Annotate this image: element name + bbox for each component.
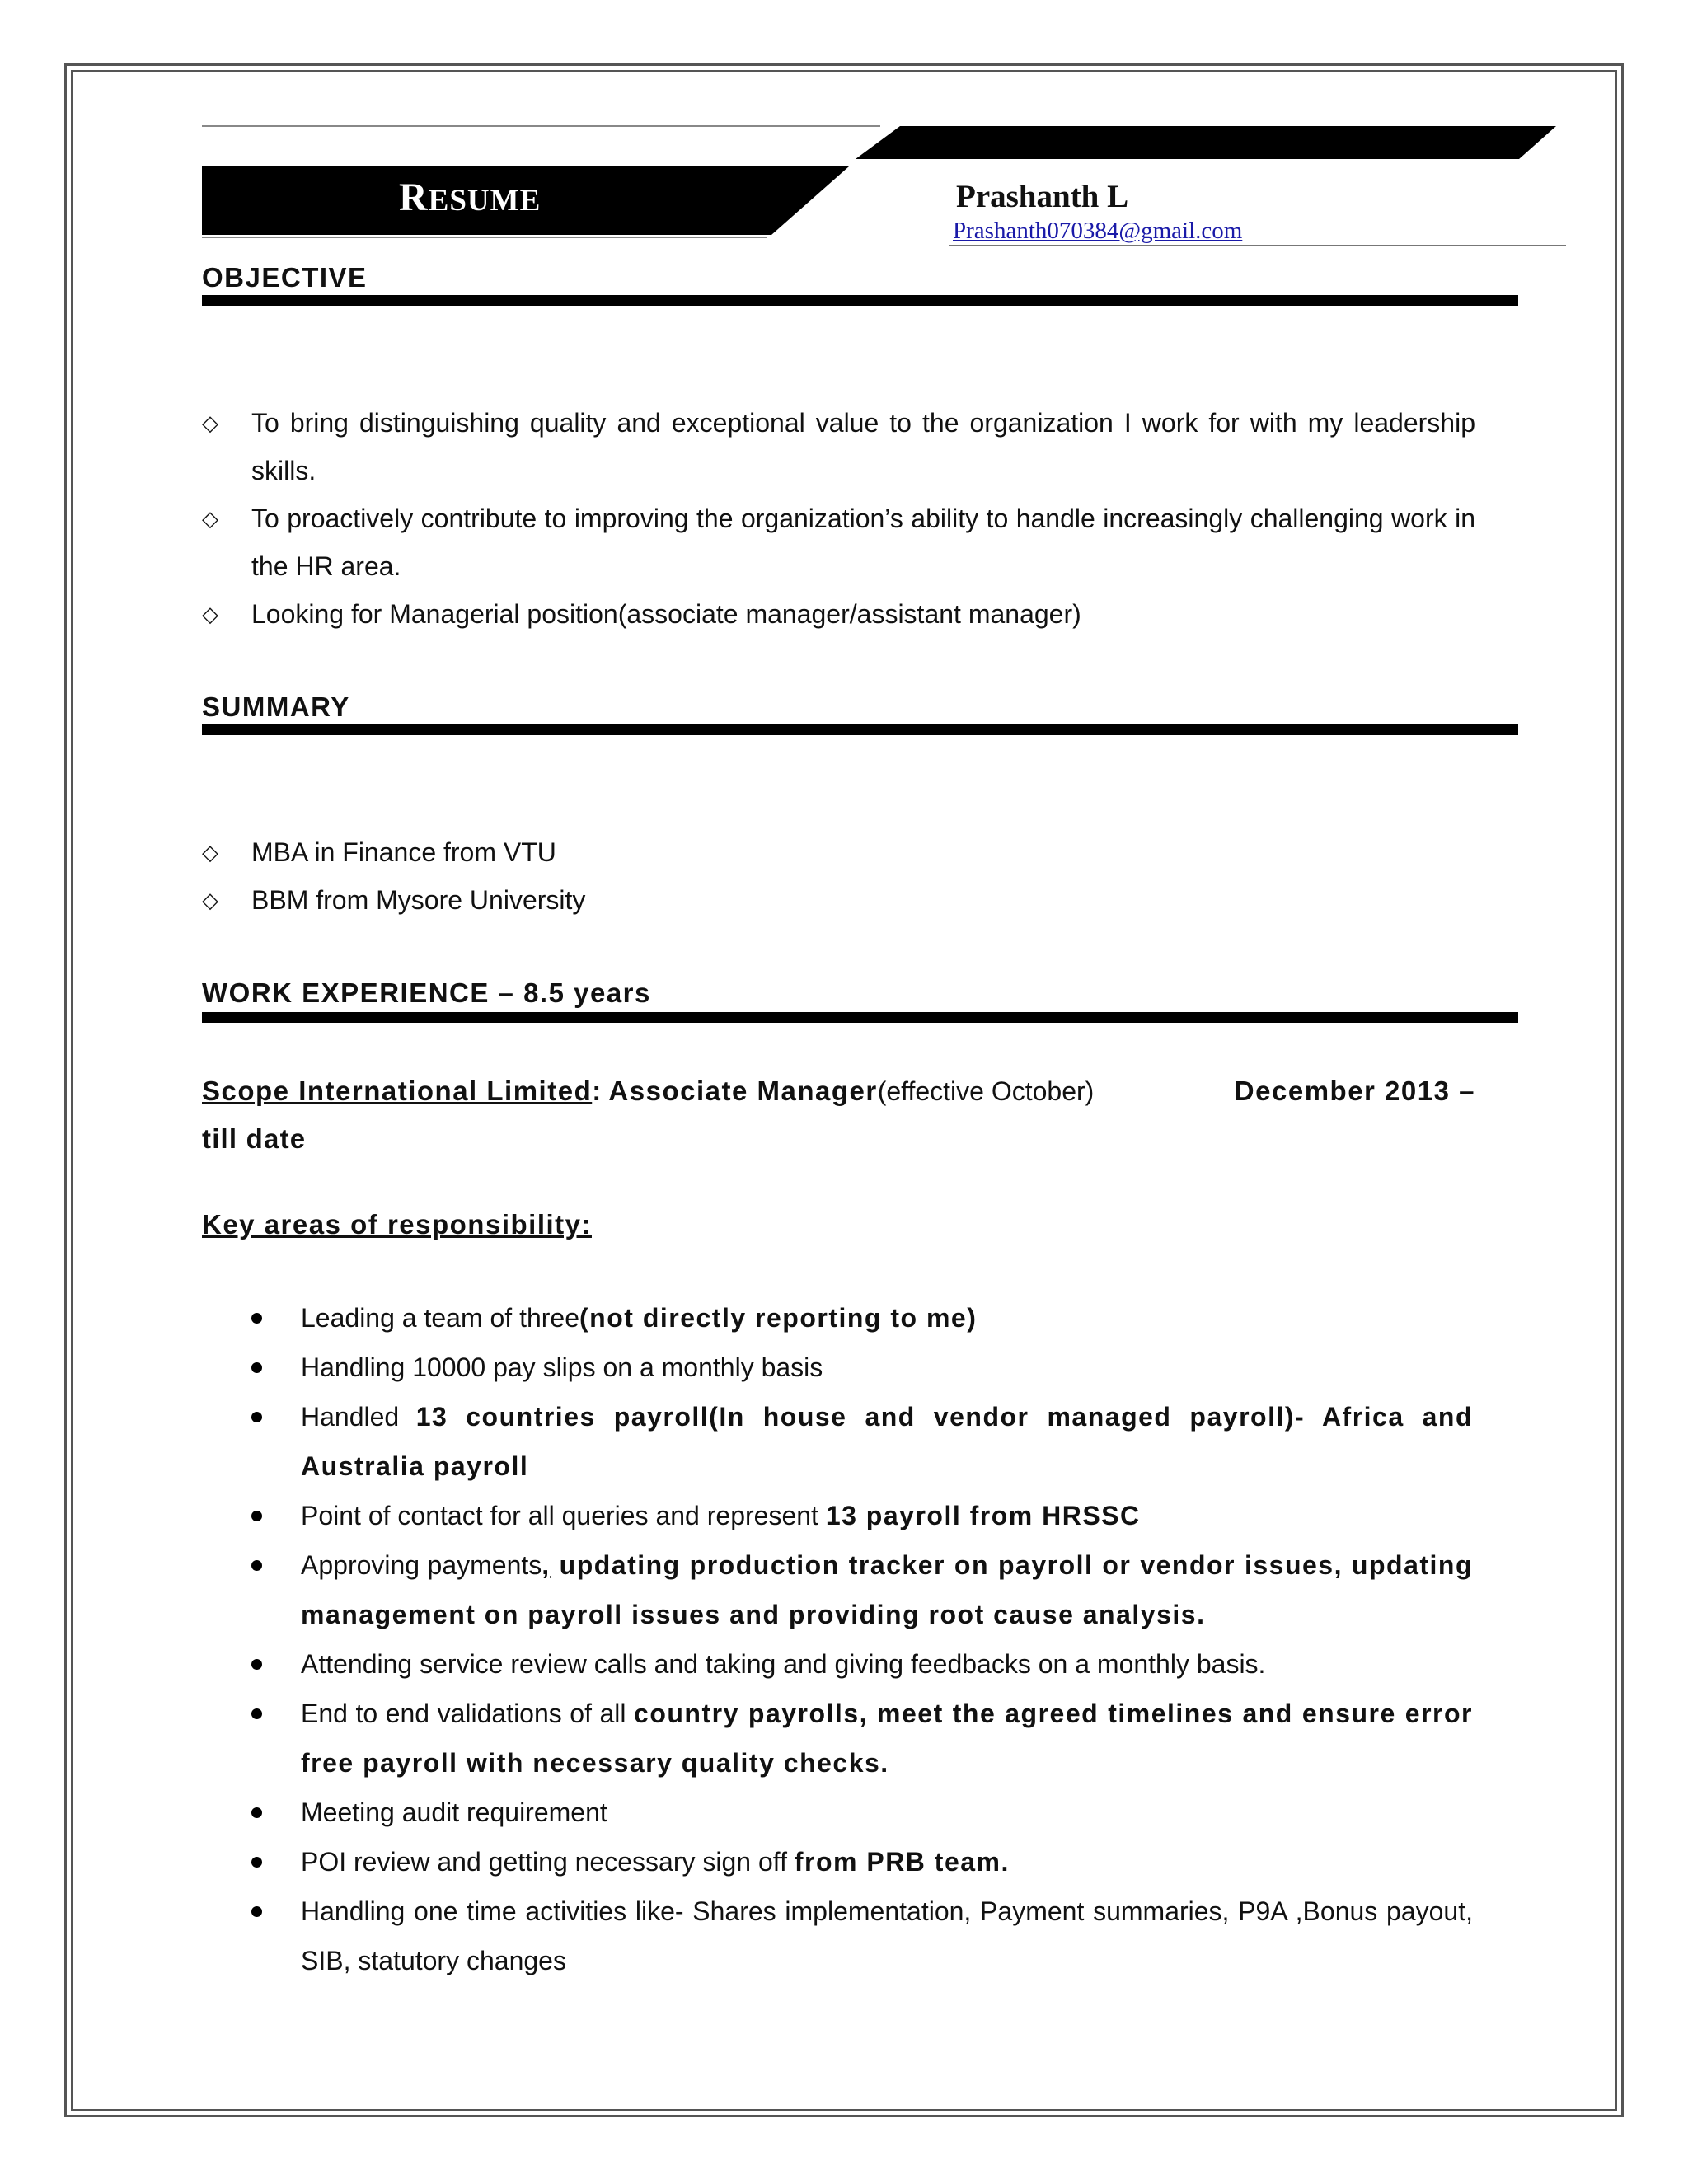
list-item: Meeting audit requirement [251,1788,1473,1837]
resume-title: RESUME [399,176,542,219]
list-item: Point of contact for all queries and represent 13 payroll from HRSSC [251,1491,1473,1540]
key-areas-heading: Key areas of responsibility: [202,1209,592,1240]
list-item: ◇ To proactively contribute to improving the organization’s ability to handle increasingly challenging work in the HR area. [202,494,1475,590]
list-item: Handling one time activities like- Shares implementation, Payment summaries, P9A ,Bonus payout, SIB, statutory changes [251,1886,1473,1985]
objective-rule [202,295,1518,306]
job-separator: : [592,1076,609,1106]
bullet-dot-icon [251,1313,262,1324]
summary-heading: SUMMARY [202,691,350,722]
diamond-bullet-icon: ◇ [202,410,218,435]
diamond-bullet-icon: ◇ [202,840,218,865]
list-item: Handled 13 countries payroll(In house and vendor managed payroll)- Africa and Australia payroll [251,1392,1473,1491]
bullet-dot-icon [251,1560,262,1571]
bullet-dot-icon [251,1857,262,1868]
summary-rule [202,724,1518,735]
diamond-bullet-icon: ◇ [202,888,218,912]
job-role-note: (effective October) [877,1076,1095,1106]
job-title-line [202,1067,1475,1115]
bullet-dot-icon [251,1807,262,1818]
diamond-bullet-icon: ◇ [202,602,218,626]
company-name: Scope International Limited [202,1076,593,1106]
email-rule [950,245,1566,246]
bullet-dot-icon [251,1412,262,1422]
bullet-dot-icon [251,1708,262,1719]
list-item: Leading a team of three(not directly reporting to me) [251,1293,1473,1343]
bullet-dot-icon [251,1906,262,1917]
summary-list [202,828,1475,924]
candidate-name: Prashanth L [956,179,1129,214]
job-role: Associate Manager [608,1076,878,1106]
responsibility-list [251,1293,1473,1985]
list-item: Approving payments, updating production tracker on payroll or vendor issues, updating management on payroll issues and providing root cause analysis. [251,1540,1473,1639]
candidate-email-link[interactable]: Prashanth070384@gmail.com [953,218,1243,244]
diamond-bullet-icon: ◇ [202,506,218,531]
work-experience-heading: WORK EXPERIENCE – 8.5 years [202,977,651,1008]
list-item: Handling 10000 pay slips on a monthly basis [251,1343,1473,1392]
work-experience-rule [202,1012,1518,1023]
list-item: POI review and getting necessary sign off from PRB team. [251,1837,1473,1886]
job-dates: December 2013 – [1234,1076,1475,1106]
header-banner [0,0,1688,272]
objective-heading: OBJECTIVE [202,262,368,293]
list-item: Attending service review calls and taking and giving feedbacks on a monthly basis. [251,1639,1473,1689]
list-item: ◇ Looking for Managerial position(associate manager/assistant manager) [202,590,1475,638]
bullet-dot-icon [251,1362,262,1373]
job-dates-continued: till date [202,1123,307,1154]
objective-list [202,399,1475,638]
bullet-dot-icon [251,1511,262,1521]
list-item: End to end validations of all country payrolls, meet the agreed timelines and ensure error free payroll with necessary quality checks. [251,1689,1473,1788]
header-right-band [856,126,1556,159]
list-item: ◇ MBA in Finance from VTU [202,828,1475,876]
list-item: ◇ BBM from Mysore University [202,876,1475,924]
list-item: ◇ To bring distinguishing quality and exceptional value to the organization I work for with my leadership skills. [202,399,1475,494]
bullet-dot-icon [251,1659,262,1670]
